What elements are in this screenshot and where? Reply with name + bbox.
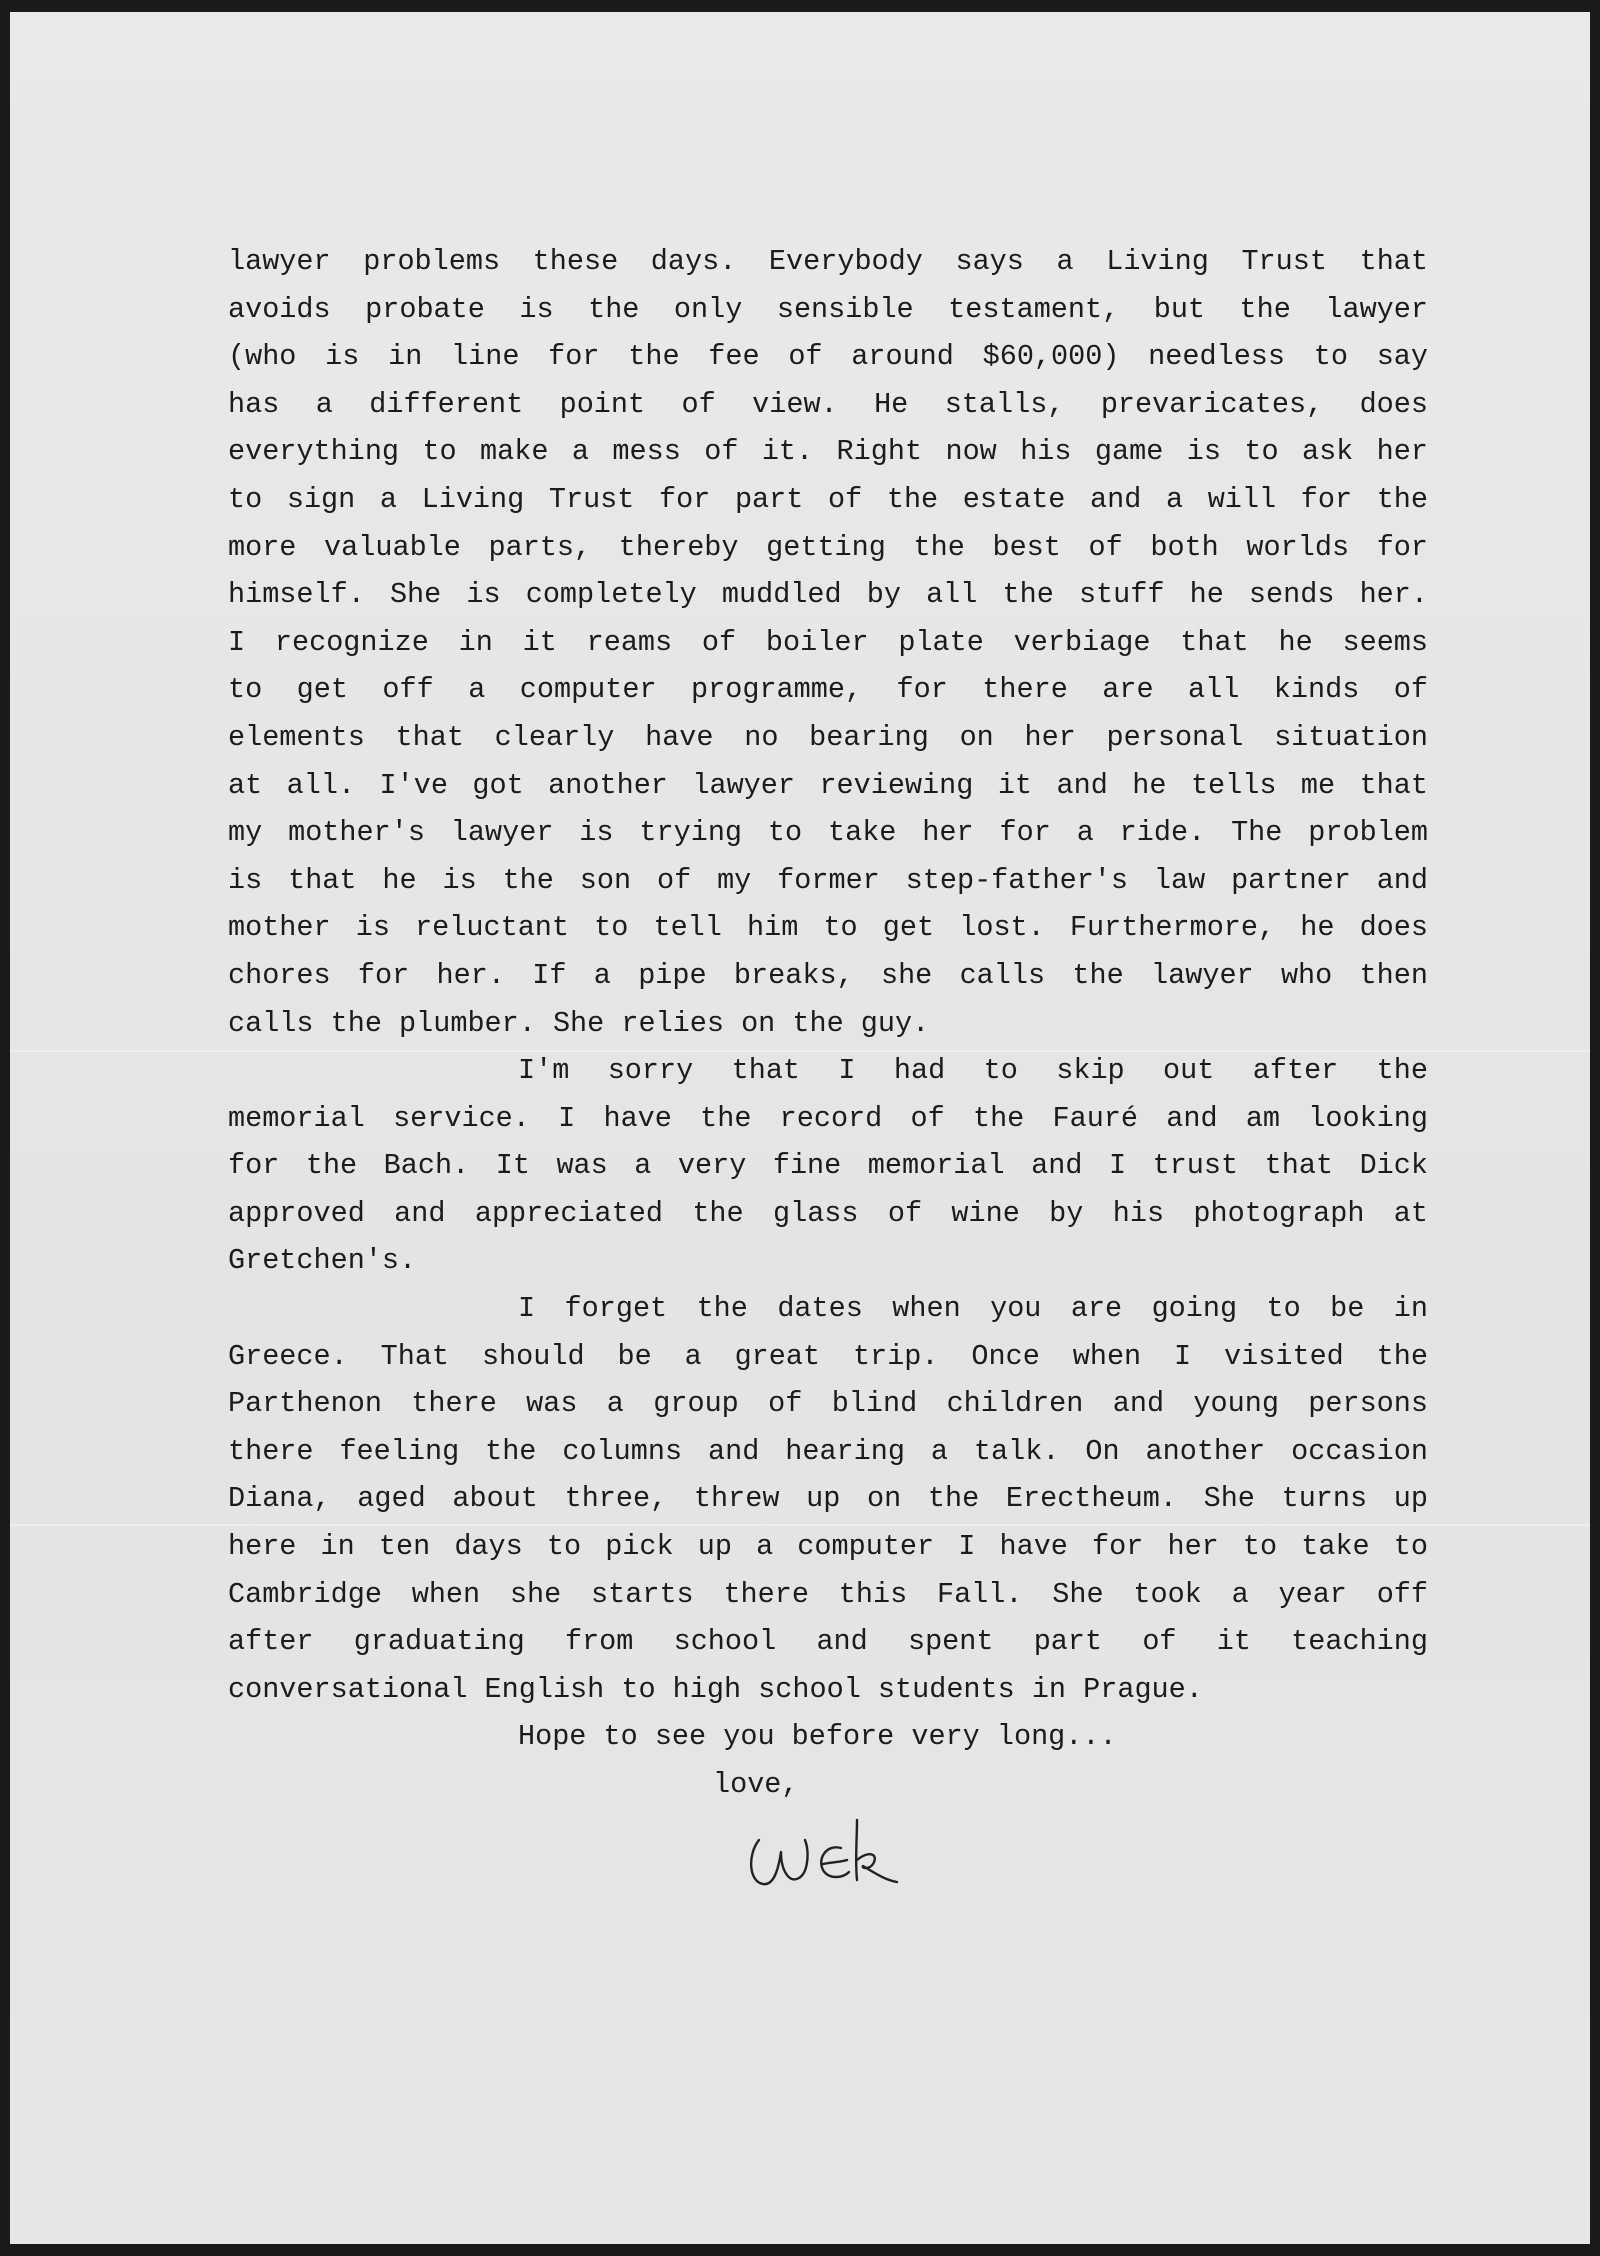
- letter-line: here in ten days to pick up a computer I have for her to take to: [228, 1530, 1428, 1564]
- letter-line: conversational English to high school students in Prague.: [228, 1672, 1203, 1706]
- letter-line: elements that clearly have no bearing on her personal situation: [228, 720, 1428, 754]
- letter-line: himself. She is completely muddled by all the stuff he sends her.: [228, 578, 1428, 612]
- letter-line: more valuable parts, thereby getting the best of both worlds for: [228, 530, 1428, 564]
- letter-line: I forget the dates when you are going to be in: [518, 1292, 1428, 1326]
- letter-line: to sign a Living Trust for part of the estate and a will for the: [228, 482, 1428, 516]
- letter-line: for the Bach. It was a very fine memorial and I trust that Dick: [228, 1149, 1428, 1183]
- letter-line: mother is reluctant to tell him to get lost. Furthermore, he does: [228, 911, 1428, 945]
- letter-line: (who is in line for the fee of around $60,000) needless to say: [228, 340, 1428, 374]
- letter-line: avoids probate is the only sensible testament, but the lawyer: [228, 292, 1428, 326]
- letter-paragraphs: [228, 238, 1428, 1713]
- letter-line: Parthenon there was a group of blind children and young persons: [228, 1387, 1428, 1421]
- letter-line: Diana, aged about three, threw up on the Erectheum. She turns up: [228, 1482, 1428, 1516]
- closing-line: Hope to see you before very long...: [518, 1720, 1117, 1754]
- letter-line: lawyer problems these days. Everybody says a Living Trust that: [228, 245, 1428, 278]
- letter-line: memorial service. I have the record of the Fauré and am looking: [228, 1101, 1428, 1135]
- letter-line: there feeling the columns and hearing a talk. On another occasion: [228, 1434, 1428, 1468]
- letter-line: has a different point of view. He stalls, prevaricates, does: [228, 387, 1428, 421]
- letter-line: is that he is the son of my former step-father's law partner and: [228, 863, 1428, 897]
- valediction: love,: [713, 1768, 799, 1801]
- letter-line: everything to make a mess of it. Right now his game is to ask her: [228, 435, 1428, 469]
- letter-line: calls the plumber. She relies on the guy.: [228, 1006, 930, 1040]
- letter-line: approved and appreciated the glass of wine by his photograph at: [228, 1196, 1428, 1230]
- letter-line: my mother's lawyer is trying to take her for a ride. The problem: [228, 816, 1428, 850]
- letter-line: I recognize in it reams of boiler plate verbiage that he seems: [228, 625, 1428, 659]
- letter-line: at all. I've got another lawyer reviewing it and he tells me that: [228, 768, 1428, 802]
- letter-line: Greece. That should be a great trip. Once when I visited the: [228, 1339, 1428, 1373]
- letter-line: I'm sorry that I had to skip out after the: [518, 1054, 1428, 1088]
- letter-line: to get off a computer programme, for there are all kinds of: [228, 673, 1428, 707]
- letter-line: after graduating from school and spent part of it teaching: [228, 1625, 1428, 1659]
- letter-body: [228, 238, 1428, 1809]
- handwritten-signature: [745, 1810, 945, 1890]
- letter-line: Cambridge when she starts there this Fall. She took a year off: [228, 1577, 1428, 1611]
- letter-line: Gretchen's.: [228, 1244, 417, 1278]
- letter-line: chores for her. If a pipe breaks, she calls the lawyer who then: [228, 958, 1428, 992]
